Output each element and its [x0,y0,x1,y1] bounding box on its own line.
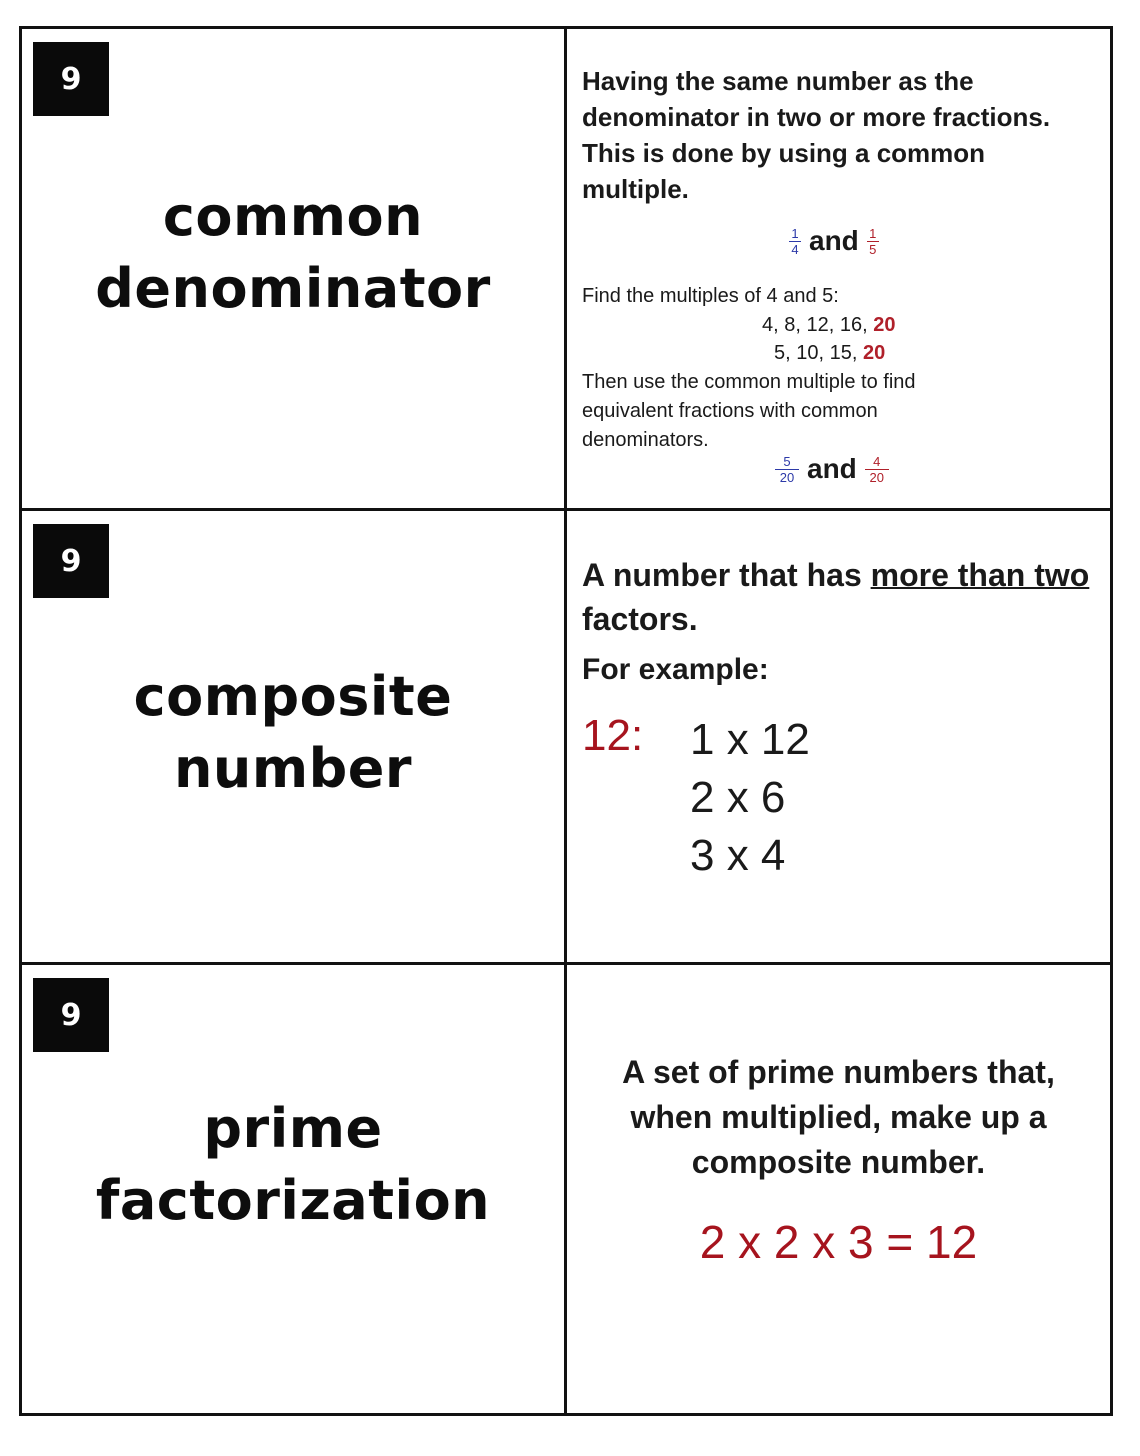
multiples-list: 4, 8, 12, 16, [762,314,868,336]
factor-pair: 3 x 4 [690,831,786,880]
term-title-line: denominator [95,257,491,320]
denominator: 5 [869,241,877,257]
multiples-list: 5, 10, 15, [774,342,858,364]
multiples-of-4 [762,311,895,339]
fraction-four-twentieths [865,455,889,484]
fraction-five-twentieths [775,455,799,484]
and-word: and [807,453,857,484]
card-prime-factorization [22,965,1110,1416]
factor-pair: 2 x 6 [690,773,786,822]
term-title [22,181,564,325]
definition-text: Having the same number as the denominator in two or more fractions. This is done by using a common multiple. [582,66,1051,204]
fraction-one-fifth [867,227,879,256]
term-cell [22,965,567,1416]
definition-part: factors. [582,601,698,637]
definition-part: A number that has [582,557,871,593]
term-title-line: composite [133,665,453,728]
common-multiple: 20 [862,342,886,364]
definition-cell [567,965,1110,1416]
definition-cell [567,29,1110,508]
term-title [22,1093,564,1237]
factor-pairs-list [690,711,810,885]
card-composite-number [22,511,1110,965]
card-common-denominator [22,29,1110,511]
term-cell [22,29,567,508]
card-number-badge: 9 [33,42,109,116]
card-number-badge: 9 [33,978,109,1052]
equivalent-fraction-example [775,453,889,485]
numerator: 1 [869,225,877,241]
numerator: 4 [873,453,881,469]
common-multiple: 20 [873,314,896,336]
denominator: 4 [791,241,799,257]
term-title-line: factorization [95,1169,491,1232]
definition-cell [567,511,1110,962]
card-number-badge: 9 [33,524,109,598]
find-multiples-text: Find the multiples of 4 and 5: [582,285,839,307]
denominator: 20 [779,469,795,485]
equivalent-fractions-text: Then use the common multiple to find equivalent fractions with common denominators. [582,371,916,451]
and-word: and [809,225,859,256]
definition-text [582,553,1102,641]
vocabulary-card-sheet [19,26,1113,1416]
example-label: For example: [582,653,769,686]
denominator: 20 [869,469,885,485]
factor-pair: 1 x 12 [690,715,810,764]
numerator: 1 [791,225,799,241]
term-title-line: common [162,185,424,248]
fraction-example [789,225,879,257]
term-title-line: number [173,737,413,800]
numerator: 5 [783,453,791,469]
definition-emphasis: more than two [870,557,1090,593]
example-number: 12: [582,711,644,760]
term-title [22,661,564,805]
term-cell [22,511,567,962]
term-title-line: prime [203,1097,383,1160]
definition-text: A set of prime numbers that, when multiplied, make up a composite number. [622,1054,1055,1180]
multiples-of-5 [774,339,885,367]
factorization-equation: 2 x 2 x 3 = 12 [699,1216,978,1268]
fraction-one-fourth [789,227,801,256]
